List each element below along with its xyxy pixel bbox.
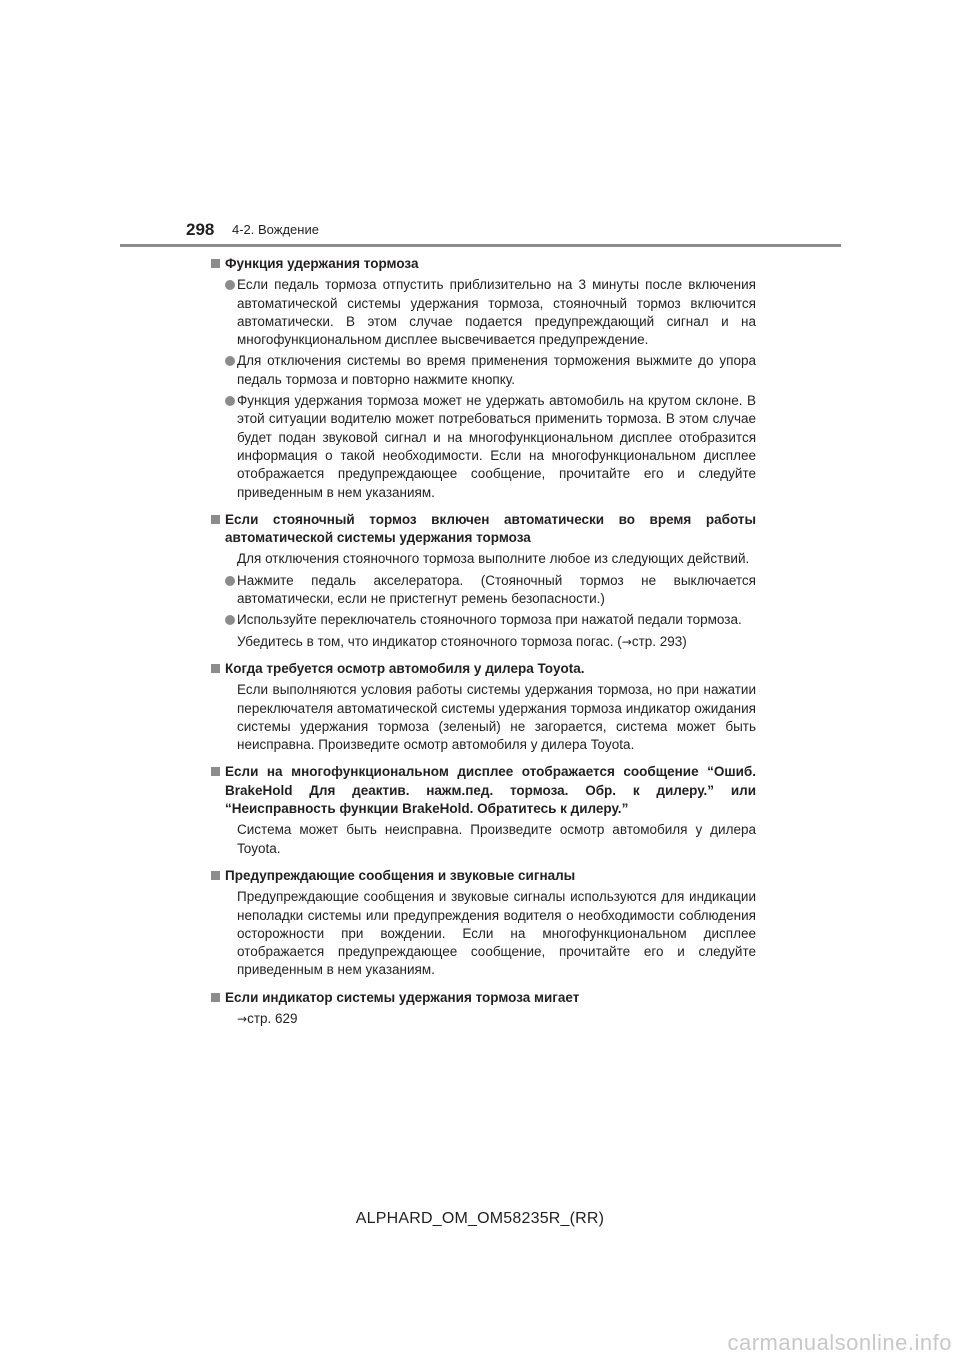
section-heading: Когда требуется осмотр автомобиля у дилера Toyota. bbox=[211, 660, 756, 678]
square-bullet-icon bbox=[211, 515, 220, 524]
page-content bbox=[211, 255, 756, 1028]
page-number: 298 bbox=[186, 220, 215, 239]
page-footer: ALPHARD_OM_OM58235R_(RR) bbox=[355, 1210, 605, 1227]
paragraph: Предупреждающие сообщения и звуковые сигналы используются для индикации неполадки системы или предупреждения водителя о необходимости соблюдения осторожности при вождении. Если на многофункциональном дисплее отображается предупреждающее сообщение, прочитайте его и следуйте приведенным в нем указаниям. bbox=[237, 889, 756, 978]
watermark: carmanualsonline.info bbox=[727, 1330, 952, 1355]
square-bullet-icon bbox=[211, 993, 220, 1002]
circle-bullet-icon bbox=[225, 615, 235, 625]
section-heading: Если стояночный тормоз включен автоматически во время работы автоматической системы удержания тормоза bbox=[211, 511, 756, 548]
section-heading: Если на многофункциональном дисплее отображается сообщение “Ошиб. BrakeHold Для деактив. нажм.пед. тормоза. Обр. к дилеру.” или “Неисправность функции BrakeHold. Обратитесь к дилеру.” bbox=[211, 763, 756, 818]
square-bullet-icon bbox=[211, 259, 220, 268]
section-heading: Предупреждающие сообщения и звуковые сигналы bbox=[211, 867, 756, 885]
bullet-item: Если педаль тормоза отпустить приблизительно на 3 минуты после включения автоматической системы удержания тормоза, стояночный тормоз включится автоматически. В этом случае подается предупреждающий сигнал и на многофункциональном дисплее высвечивается предупреждение. bbox=[211, 276, 756, 349]
bullet-item: Используйте переключатель стояночного тормоза при нажатой педали тормоза. bbox=[211, 611, 756, 629]
square-bullet-icon bbox=[211, 664, 220, 673]
section-heading: Функция удержания тормоза bbox=[211, 255, 756, 273]
paragraph bbox=[211, 1010, 756, 1028]
header-divider bbox=[120, 244, 841, 247]
arrow-right-icon: → bbox=[621, 634, 632, 649]
square-bullet-icon bbox=[211, 871, 220, 880]
paragraph: Если выполняются условия работы системы удержания тормоза, но при нажатии переключателя автоматической системы удержания тормоза индикатор ожидания системы удержания тормоза (зеленый) не загорается, система может быть неисправна. Произведите осмотр автомобиля у дилера Toyota. bbox=[237, 682, 756, 753]
square-bullet-icon bbox=[211, 767, 220, 776]
paragraph: Система может быть неисправна. Произведите осмотр автомобиля у дилера Toyota. bbox=[237, 822, 756, 856]
page-reference: стр. 629 bbox=[247, 1010, 298, 1026]
bullet-item: Нажмите педаль акселератора. (Стояночный тормоз не выключается автоматически, если не пристегнут ремень безопасности.) bbox=[211, 572, 756, 609]
section-title: 4-2. Вождение bbox=[232, 222, 319, 237]
bullet-item: Функция удержания тормоза может не удержать автомобиль на крутом склоне. В этой ситуации водителю может потребоваться применить тормоза. В этом случае будет подан звуковой сигнал и на многофункциональном дисплее отобразится информация о такой необходимости. Если на многофункциональном дисплее отображается предупреждающее сообщение, прочитайте его и следуйте приведенным в нем указаниям. bbox=[211, 392, 756, 502]
circle-bullet-icon bbox=[225, 356, 235, 366]
arrow-right-icon: → bbox=[237, 1011, 248, 1026]
circle-bullet-icon bbox=[225, 576, 235, 586]
circle-bullet-icon bbox=[225, 396, 235, 406]
circle-bullet-icon bbox=[225, 280, 235, 290]
bullet-item: Для отключения системы во время применения торможения выжмите до упора педаль тормоза и повторно нажмите кнопку. bbox=[211, 352, 756, 389]
section-heading: Если индикатор системы удержания тормоза мигает bbox=[211, 989, 756, 1007]
page-reference: стр. 293) bbox=[631, 633, 687, 649]
paragraph: Убедитесь в том, что индикатор стояночного тормоза погас. (→стр. 293) bbox=[237, 633, 687, 649]
page-header bbox=[0, 0, 960, 250]
paragraph: Для отключения стояночного тормоза выполните любое из следующих действий. bbox=[237, 551, 750, 567]
